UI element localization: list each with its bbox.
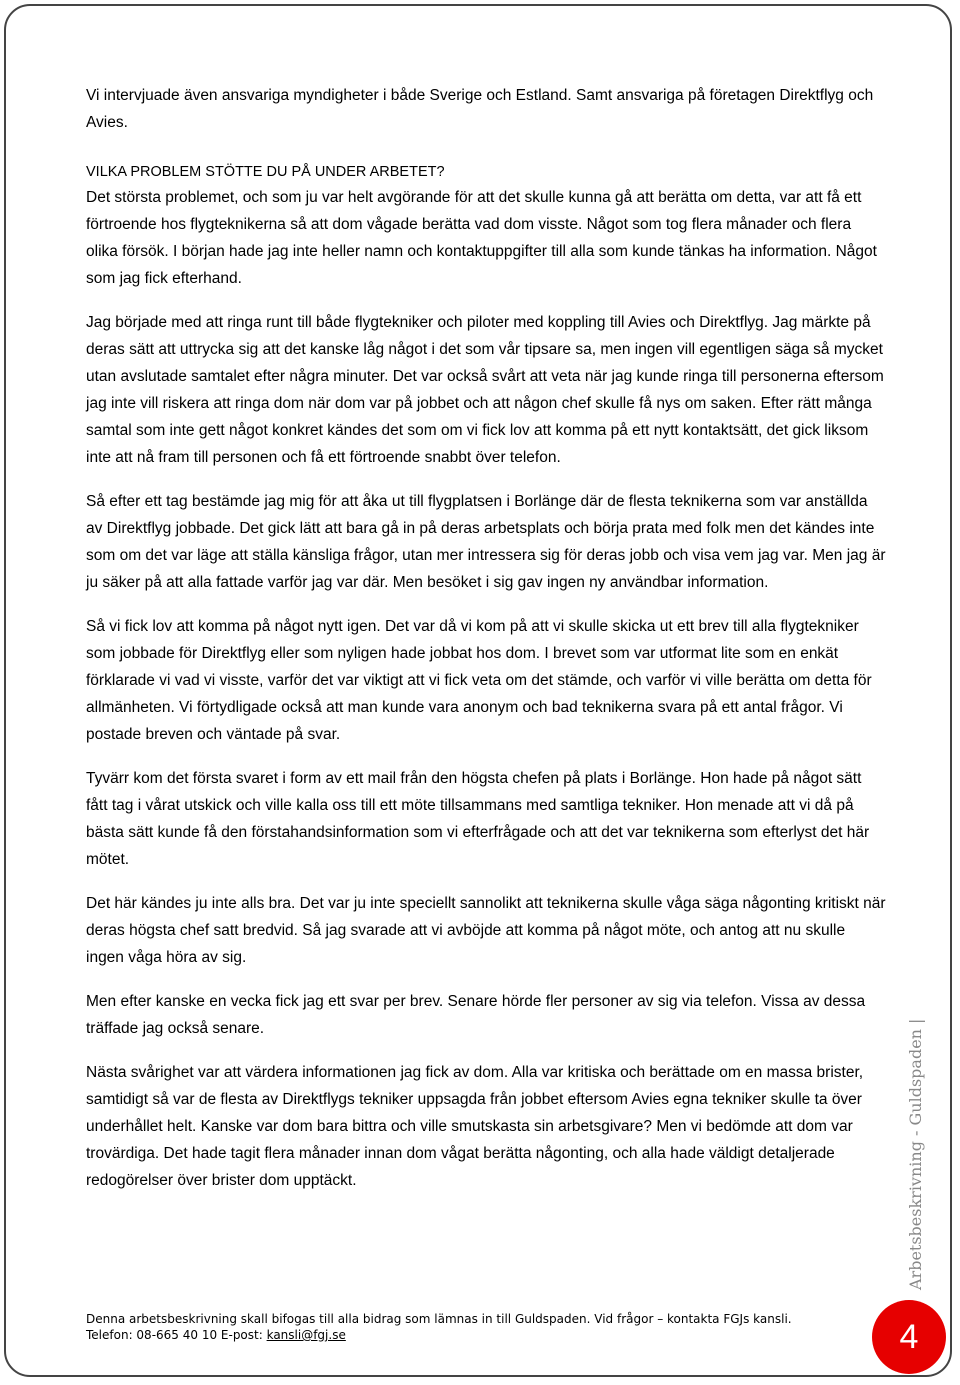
paragraph: Nästa svårighet var att värdera informationen jag fick av dom. Alla var kritiska och berättade om en massa brister, samtidigt så var de flesta av Direktflygs tekniker uppsagda från jobbet eftersom Avies egna tekniker skulle ta över underhållet helt. Kanske var dom bara bittra och ville smutskasta sin arbetsgivare? Men vi bedömde att dom var trovärdiga. Det hade tagit flera månader innan dom vågat berätta någonting, och alla hade väldigt detaljerade redogörelser över brister dom upptäckt. [86,1064,864,1189]
paragraph: Så efter ett tag bestämde jag mig för att åka ut till flygplatsen i Borlänge där de flesta teknikerna som var anställda av Direktflyg jobbade. Det gick lätt att bara gå in på deras arbetsplats och börja prata med folk men det kändes inte som om det var läge att ställa känsliga frågor, utan mer intressera sig för deras jobb och visa vem jag var. Men jag är ju säker på att alla fattade varför jag var där. Men besöket i sig gav ingen ny användbar information. [86,493,886,591]
document-body [86,82,886,1194]
footer-phone: Telefon: 08-665 40 10 E-post: [86,1328,267,1342]
footer-contact [86,1327,866,1343]
page-number-badge [872,1300,946,1374]
paragraph: Det största problemet, och som ju var helt avgörande för att det skulle kunna gå att berätta om detta, var att få ett förtroende hos flygteknikerna så att dom vågade berätta vad dom visste. Något som tog flera månader och flera olika försök. I början hade jag inte heller namn och kontaktuppgifter till alla som kunde tänkas ha information. Något som jag fick efterhand. [86,189,877,287]
paragraph: Jag började med att ringa runt till både flygtekniker och piloter med koppling till Avies och Direktflyg. Jag märkte på deras sätt att uttrycka sig att det kanske låg något i det som vår tipsare sa, men ingen vill egentligen säga så mycket utan avslutade samtalet efter några minuter. Det var också svårt att veta när jag kunde ringa till personerna eftersom jag inte vill riskera att ringa dom när dom var på jobbet och att någon chef skulle få nys om saken. Efter rätt många samtal som inte gett något konkret kändes det som om vi fick lov att komma på ett nytt kontaktsätt, det gick liksom inte att nå fram till personen och få ett förtroende snabbt över telefon. [86,314,884,466]
paragraph: Tyvärr kom det första svaret i form av ett mail från den högsta chefen på plats i Borlänge. Hon hade på något sätt fått tag i vårat utskick och ville kalla oss till ett möte tillsammans med samtliga tekniker. Hon menade att vi då på bästa sätt kunde få den förstahandsinformation som vi efterfrågade och att det var teknikerna som efterlyst det här mötet. [86,770,870,868]
page-number: 4 [899,1317,919,1356]
paragraph: Men efter kanske en vecka fick jag ett svar per brev. Senare hörde fler personer av sig via telefon. Vissa av dessa träffade jag också senare. [86,993,866,1037]
paragraph: Det här kändes ju inte alls bra. Det var ju inte speciellt sannolikt att teknikerna skulle våga säga någonting kritiskt när deras högsta chef satt bredvid. Så jag svarade att vi avböjde att komma på något möte, och antog att nu skulle ingen våga höra av sig. [86,895,886,966]
side-label: Arbetsbeskrivning - Guldspaden | [906,1018,925,1290]
page-footer [86,1311,866,1343]
email-link[interactable]: kansli@fgj.se [266,1328,346,1342]
section-heading: VILKA PROBLEM STÖTTE DU PÅ UNDER ARBETET? [86,164,445,180]
intro-paragraph: Vi intervjuade även ansvariga myndigheter i både Sverige och Estland. Samt ansvariga på företagen Direktflyg och Avies. [86,87,874,131]
paragraph: Så vi fick lov att komma på något nytt igen. Det var då vi kom på att vi skulle skicka ut ett brev till alla flygtekniker som jobbade för Direktflyg eller som nyligen hade jobbat hos dom. I brevet som var utformat lite som en enkät förklarade vi vad vi visste, varför det var viktigt att vi fick veta om det stämde, och varför vi ville berätta om detta för allmänheten. Vi förtydligade också att man kunde vara anonym och bad teknikerna svara på ett antal frågor. Vi postade breven och väntade på svar. [86,618,872,743]
footer-note: Denna arbetsbeskrivning skall bifogas till alla bidrag som lämnas in till Guldspaden. Vid frågor – kontakta FGJs kansli. [86,1312,792,1326]
